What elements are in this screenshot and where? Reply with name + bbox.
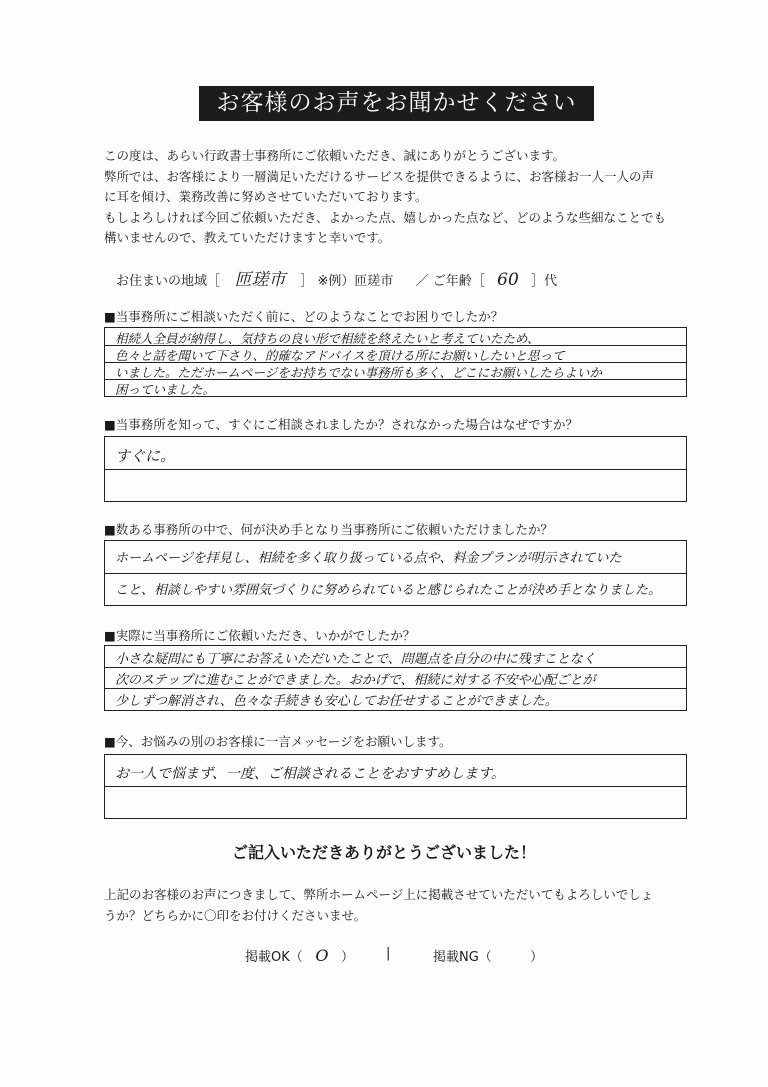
intro-line: 弊所では、お客様により一層満足いただけるサービスを提供できるように、お客様お一人一人の声 <box>104 168 655 184</box>
intro-line: もしよろしければ今回ご依頼いただき、よかった点、嬉しかった点など、どのような些細なことでも <box>104 209 667 225</box>
answer-line <box>105 573 686 574</box>
age-answer: 60 <box>497 270 519 290</box>
area-example: ※例）匝瑳市 <box>317 274 394 289</box>
footer-line: 上記のお客様のお声につきまして、弊所ホームページ上に掲載させていただいてもよろしいでしょ <box>104 887 654 902</box>
answer-line <box>105 786 686 787</box>
area-label: お住まいの地域［ <box>116 274 221 289</box>
age-label: ご年齢［ <box>432 274 485 289</box>
intro-line: この度は、あらい行政書士事務所にご依頼いただき、誠にありがとうございます。 <box>104 148 566 163</box>
page-title: お客様のお声をお聞かせください <box>199 86 594 121</box>
answer-3-line: こと、相談しやすい雰囲気づくりに努められていると感じられたことが決め手となりました。 <box>115 583 662 598</box>
question-3-label: ■数ある事務所の中で、何が決め手となり当事務所にご依頼いただけましたか？ <box>104 522 554 537</box>
answer-2-line: すぐに。 <box>115 447 176 465</box>
answer-4-line: 小さな疑問にも丁寧にお答えいただいたことで、問題点を自分の中に残すことなく <box>115 652 596 667</box>
publish-divider: | <box>386 946 391 961</box>
age-close: ］代 <box>531 274 558 289</box>
question-5-label: ■今、お悩みの別のお客様に一言メッセージをお願いします。 <box>104 734 452 749</box>
answer-box-3 <box>104 540 687 606</box>
publish-ok-mark: O <box>315 946 329 965</box>
answer-line <box>105 667 686 668</box>
intro-line: 構いませんので、教えていただけますと幸いです。 <box>104 230 391 245</box>
intro-line: に耳を傾け、業務改善に努めさせていただいております。 <box>104 189 428 204</box>
publish-ng-label: 掲載NG（ <box>433 950 492 965</box>
answer-3-line: ホームページを拝見し、相続を多く取り扱っている点や、料金プランが明示されていた <box>115 551 622 566</box>
answer-line <box>105 469 686 470</box>
question-1-label: ■当事務所にご相談いただく前に、どのようなことでお困りでしたか？ <box>104 309 504 324</box>
thank-you-message: ご記入いただきありがとうございました！ <box>231 843 536 862</box>
answer-box-5 <box>104 754 687 819</box>
footer-line: うか？どちらかに〇印をお付けくださいませ。 <box>104 908 367 923</box>
publish-ng-close: ） <box>530 950 544 965</box>
publish-ok-option[interactable] <box>245 946 354 965</box>
publish-ok-close: ） <box>341 950 355 965</box>
publish-ok-label: 掲載OK（ <box>245 950 303 965</box>
answer-line <box>105 688 686 689</box>
area-answer: 匝瑳市 <box>234 270 286 290</box>
answer-4-line: 次のステップに進むことができました。おかげで、相続に対する不安や心配ごとが <box>115 673 596 688</box>
separator: ／ <box>415 274 429 289</box>
intro-text <box>104 146 704 249</box>
answer-5-line: お一人で悩まず、一度、ご相談されることをおすすめします。 <box>115 766 505 782</box>
answer-box-1 <box>104 327 687 397</box>
question-2-label: ■当事務所を知って、すぐにご相談されましたか？されなかった場合はなぜですか？ <box>104 417 579 432</box>
respondent-info <box>116 265 557 290</box>
answer-1-line: いました。ただホームページをお持ちでない事務所も多く、どこにお願いしたらよいか <box>115 365 602 380</box>
publish-ng-option[interactable] <box>433 946 543 965</box>
answer-box-2 <box>104 436 687 502</box>
answer-1-line: 困っていました。 <box>115 382 216 397</box>
answer-1-line: 相続人全員が納得し、気持ちの良い形で相続を終えたいと考えていたため、 <box>115 331 540 346</box>
question-4-label: ■実際に当事務所にご依頼いただき、いかがでしたか？ <box>104 628 416 643</box>
area-close: ］ <box>300 274 314 289</box>
answer-1-line: 色々と話を聞いて下さり、的確なアドバイスを頂ける所にお願いしたいと思って <box>115 348 565 363</box>
answer-box-4 <box>104 645 687 711</box>
answer-4-line: 少しずつ解消され、色々な手続きも安心してお任せすることができました。 <box>115 694 558 709</box>
publish-consent-text <box>104 884 684 926</box>
